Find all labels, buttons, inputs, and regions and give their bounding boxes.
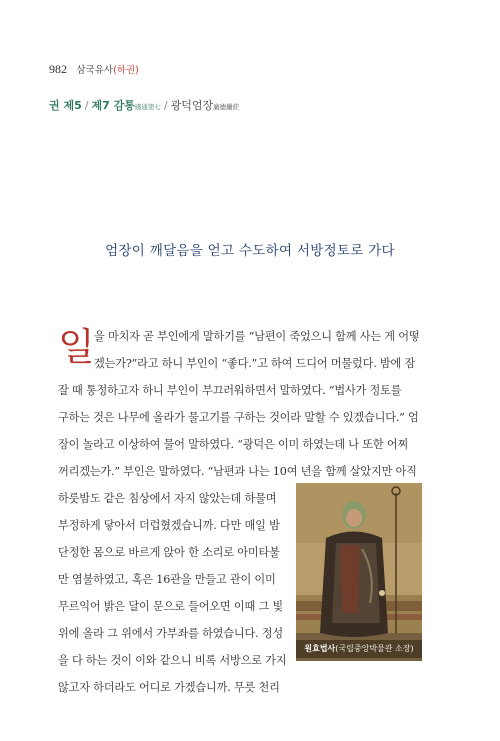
breadcrumb-separator: / [84,99,89,112]
monk-portrait-image [296,483,422,661]
article-title: 엄장이 깨달음을 얻고 수도하여 서방정토로 가다 [105,243,395,259]
drop-cap: 일 [58,325,95,369]
volume-label: (하권) [113,65,139,76]
breadcrumb-section: 광덕엄장 [170,99,214,112]
caption-name: 원효법사 [304,644,336,653]
breadcrumb-section-hanja: 廣德嚴莊 [213,103,240,111]
book-title: 삼국유사 [76,65,114,76]
breadcrumb-volume: 권 제5 [49,99,82,112]
figure-caption [296,640,422,658]
breadcrumb-chapter: 제7 감통 [91,99,135,112]
running-header [49,62,139,77]
body-line: 잘 때 통정하고자 하니 부인이 부끄러워하면서 말하였다. “법사가 정토를 [58,384,402,397]
body-line: 하룻밤도 같은 침상에서 자지 않았는데 하물며 [58,492,277,505]
portrait-painting [296,483,422,661]
body-line: 꺼리겠는가.” 부인은 말하였다. “남편과 나는 10여 년을 함께 살았지만 아직 [58,465,417,478]
body-line: 단정한 몸으로 바르게 앉아 한 소리로 아미타불 [58,546,280,559]
body-line: 구하는 것은 나무에 올라가 물고기를 구하는 것이라 말할 수 있겠습니다.” 엄 [58,411,419,424]
body-line: 장이 놀라고 이상하여 물어 말하였다. “광덕은 이미 하였는데 나 또한 어찌 [58,438,409,451]
caption-source: (국립중앙박물관 소장) [335,644,414,653]
body-line: 무르익어 밝은 달이 문으로 들어오면 이때 그 빛 [58,600,284,613]
body-line: 을 마치자 곧 부인에게 말하기를 “남편이 죽었으니 함께 사는 게 어떻 [94,330,420,343]
breadcrumb-separator-2: / [163,99,168,112]
breadcrumb-chapter-hanja: 感通第七 [134,103,161,111]
body-line: 겠는가?”라고 하니 부인이 “좋다.”고 하여 드디어 머물렀다. 밤에 잠 [94,357,416,370]
body-line: 위에 올라 그 위에서 가부좌를 하였습니다. 정성 [58,627,284,640]
body-line: 부정하게 닿아서 더럽혔겠습니까. 다만 매일 밤 [58,519,280,532]
body-line: 만 염불하였고, 혹은 16관을 만들고 관이 이미 [58,573,276,586]
body-line: 을 다 하는 것이 이와 같으니 비록 서방으로 가지 [58,654,287,667]
body-line: 않고자 하더라도 어디로 가겠습니까. 무릇 천리 [58,681,280,694]
chapter-breadcrumb [49,97,239,113]
page-number: 982 [49,62,67,76]
